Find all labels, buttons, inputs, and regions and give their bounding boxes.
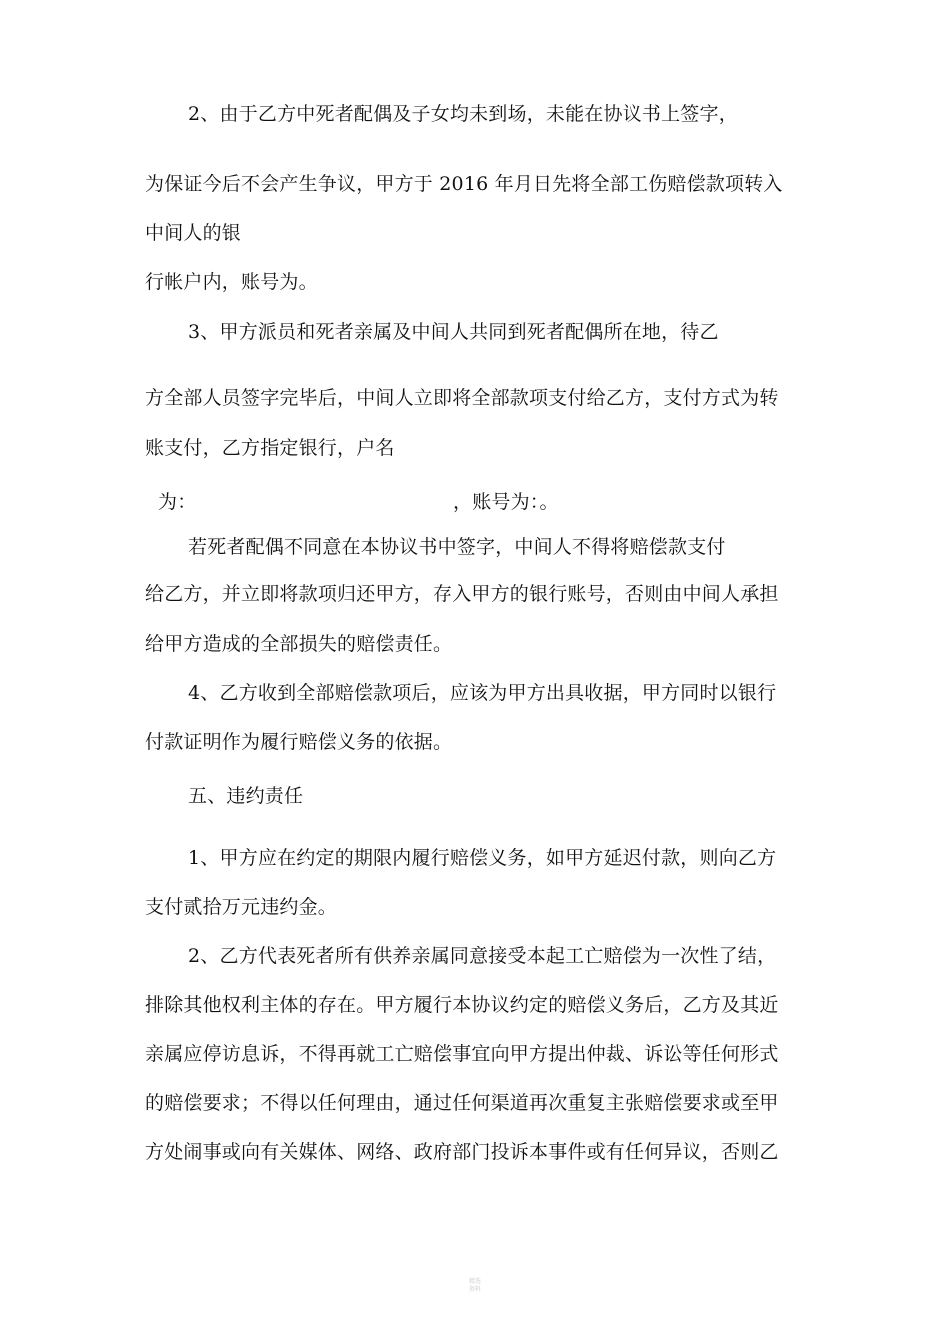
- paragraph-line: 的赔偿要求；不得以任何理由，通过任何渠道再次重复主张赔偿要求或至甲: [145, 1092, 779, 1114]
- paragraph-line: 亲属应停访息诉，不得再就工亡赔偿事宜向甲方提出仲裁、诉讼等任何形式: [145, 1043, 779, 1065]
- watermark: [462, 1278, 488, 1294]
- paragraph-line: 2、乙方代表死者所有供养亲属同意接受本起工亡赔偿为一次性了结，: [188, 945, 777, 967]
- paragraph-line: 1、甲方应在约定的期限内履行赔偿义务，如甲方延迟付款，则向乙方: [188, 847, 777, 869]
- watermark-line: 资料: [468, 1286, 481, 1293]
- section-heading: 五、违约责任: [188, 785, 304, 807]
- paragraph-line: 账支付，乙方指定银行，户名: [145, 437, 395, 459]
- watermark-line: 精选: [468, 1278, 481, 1285]
- paragraph-line: 付款证明作为履行赔偿义务的依据。: [145, 731, 453, 753]
- paragraph-line: 3、甲方派员和死者亲属及中间人共同到死者配偶所在地，待乙: [188, 321, 719, 343]
- paragraph-line: 排除其他权利主体的存在。甲方履行本协议约定的赔偿义务后，乙方及其近: [145, 994, 779, 1016]
- paragraph-line: 给甲方造成的全部损失的赔偿责任。: [145, 633, 453, 655]
- paragraph-line: ，账号为：。: [453, 491, 559, 513]
- paragraph-line: 行帐户内，账号为。: [145, 271, 318, 293]
- paragraph-line: 4、乙方收到全部赔偿款项后，应该为甲方出具收据，甲方同时以银行: [188, 682, 777, 704]
- paragraph-line: 为保证今后不会产生争议，甲方于 2016 年月日先将全部工伤赔偿款项转入: [145, 173, 783, 195]
- paragraph-line: 给乙方，并立即将款项归还甲方，存入甲方的银行账号，否则由中间人承担: [145, 583, 779, 605]
- paragraph-line: 中间人的银: [145, 222, 242, 244]
- paragraph-line: 若死者配偶不同意在本协议书中签字，中间人不得将赔偿款支付: [188, 536, 726, 558]
- paragraph-line: 方处闹事或向有关媒体、网络、政府部门投诉本事件或有任何异议，否则乙: [145, 1141, 779, 1163]
- paragraph-line: 支付贰拾万元违约金。: [145, 896, 338, 918]
- paragraph-line: 为：: [158, 491, 197, 513]
- paragraph-line: 方全部人员签字完毕后，中间人立即将全部款项支付给乙方，支付方式为转: [145, 387, 779, 409]
- paragraph-line: 2、由于乙方中死者配偶及子女均未到场，未能在协议书上签字，: [188, 103, 738, 125]
